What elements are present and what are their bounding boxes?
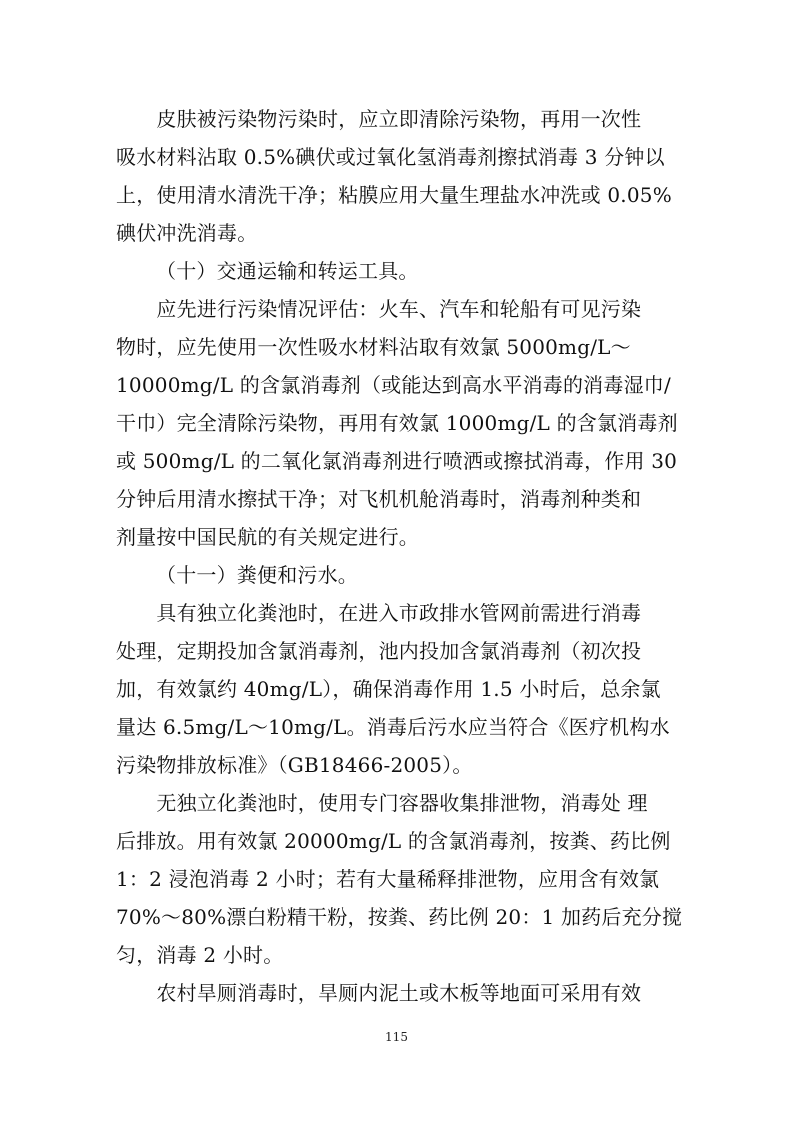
- paragraph-line: 分钟后用清水擦拭干净；对飞机机舱消毒时，消毒剂种类和: [116, 487, 642, 511]
- paragraph-line: 污染物排放标准》（GB18466-2005）。: [116, 753, 473, 777]
- section-heading-transport: （十）交通运输和转运工具。: [156, 259, 419, 283]
- paragraph-line: 皮肤被污染物污染时，应立即清除污染物，再用一次性: [116, 107, 642, 131]
- paragraph-line: 上，使用清水清洗干净；粘膜应用大量生理盐水冲洗或 0.05%: [116, 183, 672, 207]
- paragraph-line: 10000mg/L 的含氯消毒剂（或能达到高水平消毒的消毒湿巾/: [116, 373, 671, 397]
- paragraph-line: 无独立化粪池时，使用专门容器收集排泄物，消毒处 理: [116, 791, 648, 815]
- paragraph-line: 碘伏冲洗消毒。: [116, 221, 258, 245]
- paragraph-line: 匀，消毒 2 小时。: [116, 943, 284, 967]
- paragraph-line: 剂量按中国民航的有关规定进行。: [116, 525, 419, 549]
- paragraph-line: 或 500mg/L 的二氧化氯消毒剂进行喷洒或擦拭消毒，作用 30: [116, 449, 678, 473]
- paragraph-line: 应先进行污染情况评估：火车、汽车和轮船有可见污染: [116, 297, 642, 321]
- section-heading-sewage: （十一）粪便和污水。: [156, 563, 358, 587]
- paragraph-line: 后排放。用有效氯 20000mg/L 的含氯消毒剂，按粪、药比例: [116, 829, 671, 853]
- paragraph-line: 农村旱厕消毒时，旱厕内泥土或木板等地面可采用有效: [116, 981, 642, 1005]
- paragraph-line: 70%～80%漂白粉精干粉，按粪、药比例 20：1 加药后充分搅: [116, 905, 683, 929]
- document-body: [116, 100, 683, 1012]
- paragraph-line: 1：2 浸泡消毒 2 小时；若有大量稀释排泄物，应用含有效氯: [116, 867, 660, 891]
- paragraph-line: 吸水材料沾取 0.5%碘伏或过氧化氢消毒剂擦拭消毒 3 分钟以: [116, 145, 665, 169]
- paragraph-line: 加，有效氯约 40mg/L），确保消毒作用 1.5 小时后，总余氯: [116, 677, 661, 701]
- paragraph-line: 干巾）完全清除污染物，再用有效氯 1000mg/L 的含氯消毒剂: [116, 411, 678, 435]
- paragraph-line: 处理，定期投加含氯消毒剂，池内投加含氯消毒剂（初次投: [116, 639, 642, 663]
- paragraph-line: 量达 6.5mg/L～10mg/L。消毒后污水应当符合《医疗机构水: [116, 715, 670, 739]
- paragraph-line: 物时，应先使用一次性吸水材料沾取有效氯 5000mg/L～: [116, 335, 631, 359]
- page-number: 115: [385, 1030, 408, 1044]
- paragraph-line: 具有独立化粪池时，在进入市政排水管网前需进行消毒: [116, 601, 642, 625]
